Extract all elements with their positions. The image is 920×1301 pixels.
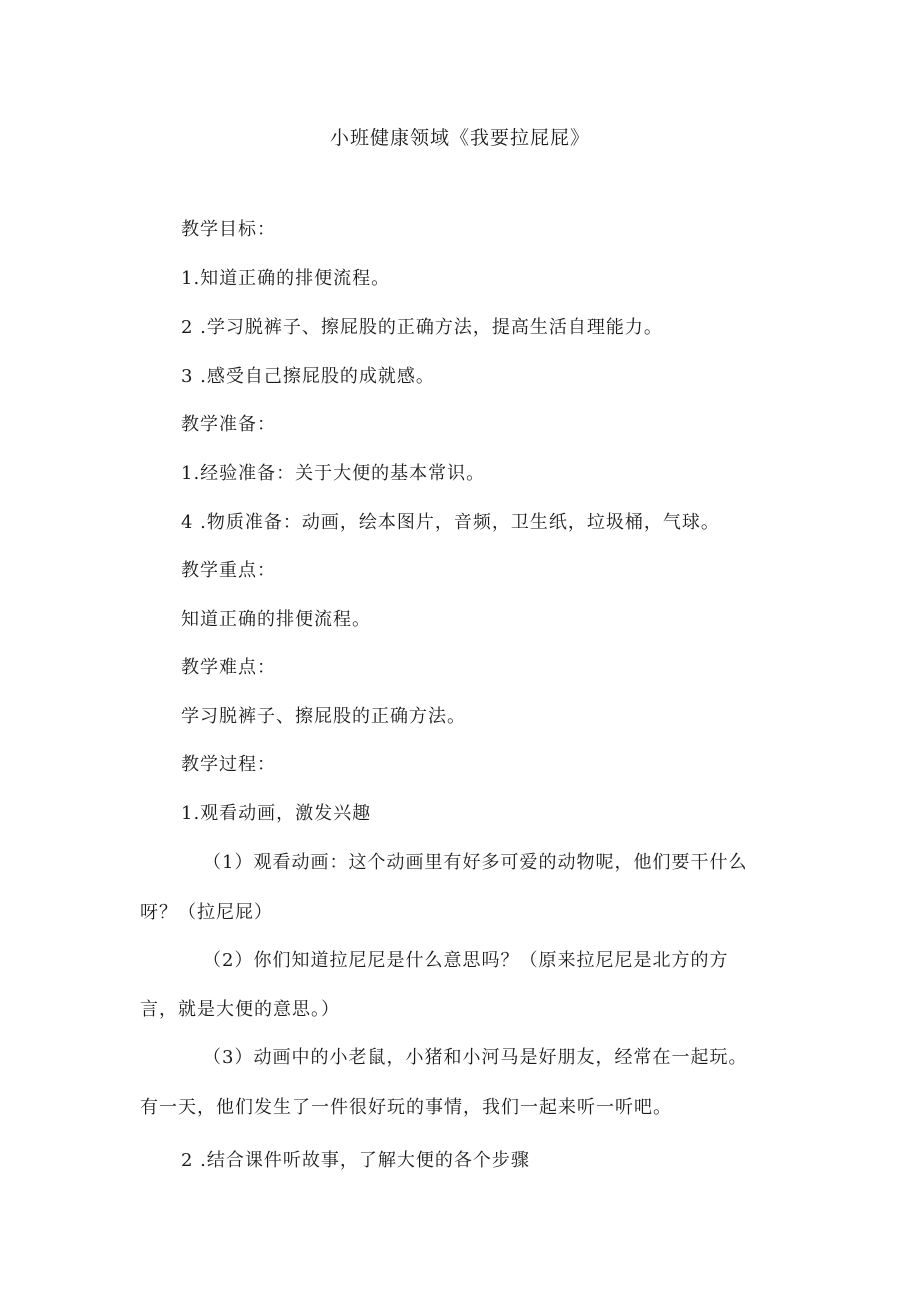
prep-item-2: 4 .物质准备：动画，绘本图片，音频，卫生纸，垃圾桶，气球。 xyxy=(181,512,720,533)
goal-item-2: 2 .学习脱裤子、擦屁股的正确方法，提高生活自理能力。 xyxy=(181,317,663,338)
document-title: 小班健康领域《我要拉屁屁》 xyxy=(329,127,590,149)
key-point-text: 知道正确的排便流程。 xyxy=(181,609,371,630)
goal-item-3: 3 .感受自己擦屁股的成就感。 xyxy=(181,366,435,387)
process-step-2: 2 .结合课件听故事，了解大便的各个步骤 xyxy=(181,1150,530,1171)
paragraph-2-line-2: 言，就是大便的意思。） xyxy=(140,999,340,1020)
prep-item-1: 1.经验准备：关于大便的基本常识。 xyxy=(181,463,486,484)
process-heading: 教学过程： xyxy=(181,754,276,775)
paragraph-3-line-2: 有一天，他们发生了一件很好玩的事情，我们一起来听一听吧。 xyxy=(140,1097,672,1118)
paragraph-1-line-2: 呀？（拉尼屁） xyxy=(140,902,273,923)
difficulty-heading: 教学难点： xyxy=(181,657,276,678)
goals-heading: 教学目标： xyxy=(181,219,276,240)
difficulty-text: 学习脱裤子、擦屁股的正确方法。 xyxy=(181,706,466,727)
paragraph-2-line-1: （2）你们知道拉尼尼是什么意思吗？（原来拉尼尼是北方的方 xyxy=(203,950,729,971)
paragraph-1-line-1: （1）观看动画：这个动画里有好多可爱的动物呢，他们要干什么 xyxy=(203,852,748,873)
key-point-heading: 教学重点： xyxy=(181,560,276,581)
paragraph-3-line-1: （3）动画中的小老鼠，小猪和小河马是好朋友，经常在一起玩。 xyxy=(203,1047,748,1068)
prep-heading: 教学准备： xyxy=(181,414,276,435)
process-step-1: 1.观看动画，激发兴趣 xyxy=(181,803,372,824)
goal-item-1: 1.知道正确的排便流程。 xyxy=(181,268,391,289)
